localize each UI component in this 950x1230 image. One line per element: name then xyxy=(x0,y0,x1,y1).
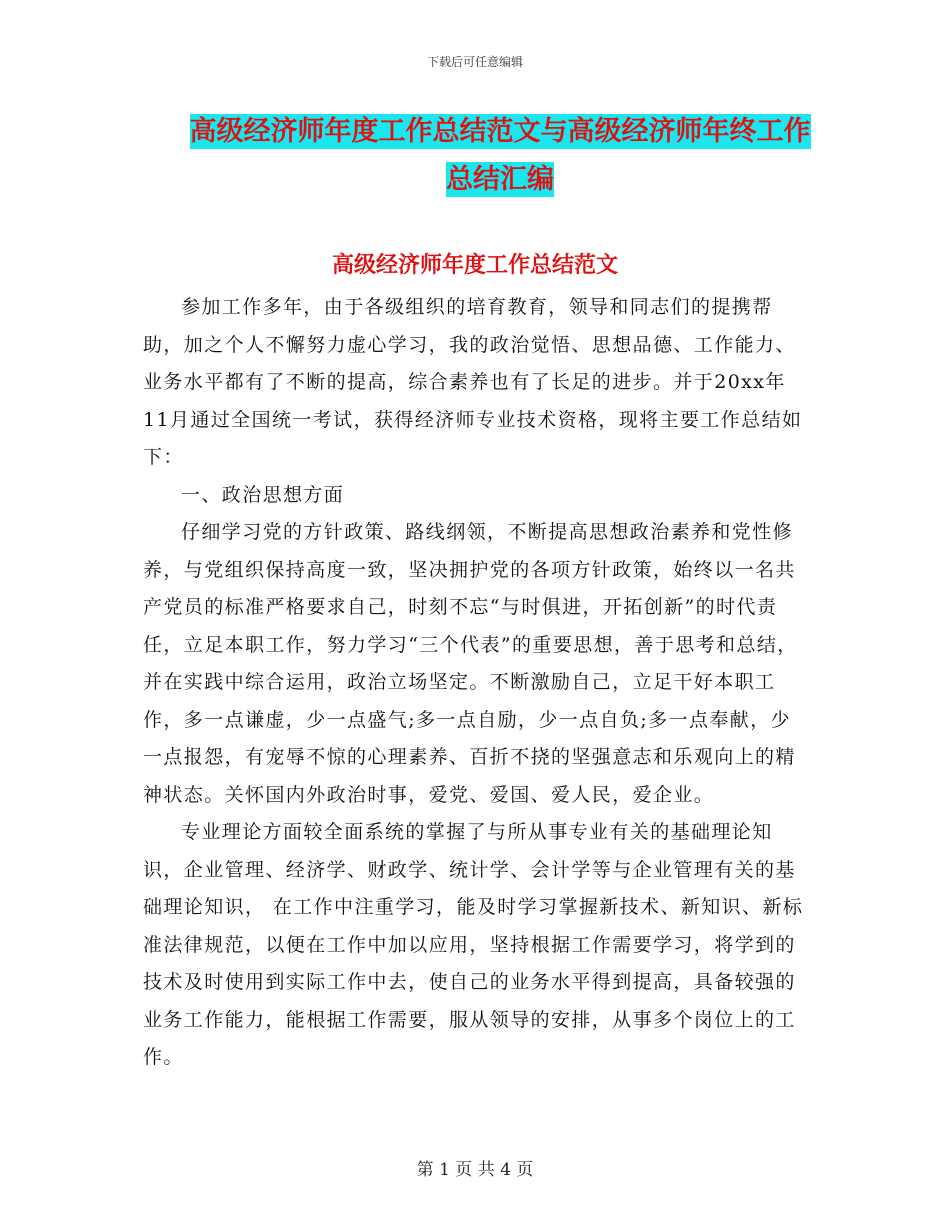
document-title xyxy=(150,108,850,204)
document-title-line1: 高级经济师年度工作总结范文与高级经济师年终工作 xyxy=(189,116,811,147)
document-title-line2: 总结汇编 xyxy=(446,164,554,195)
page-header-note: 下载后可任意编辑 xyxy=(426,55,523,69)
paragraph-intro: 参加工作多年，由于各级组织的培育教育，领导和同志们的提携帮助，加之个人不懈努力虚心学习，我的政治觉悟、思想品德、工作能力、业务水平都有了不断的提高，综合素养也有了长足的进步。并于20xx年11月通过全国统一考试，获得经济师专业技术资格，现将主要工作总结如下： xyxy=(143,296,803,468)
page-number-footer: 第 1 页 共 4 页 xyxy=(416,1160,534,1180)
section-title: 高级经济师年度工作总结范文 xyxy=(331,252,618,278)
subheading-political-thought: 一、政治思想方面 xyxy=(181,483,345,506)
paragraph-political-thought: 仔细学习党的方针政策、路线纲领，不断提高思想政治素养和党性修养，与党组织保持高度一致，坚决拥护党的各项方针政策，始终以一名共产党员的标准严格要求自己，时刻不忘“与时俱进，开拓创新”的时代责任，立足本职工作，努力学习“三个代表”的重要思想，善于思考和总结，并在实践中综合运用，政治立场坚定。不断激励自己，立足干好本职工作，多一点谦虚，少一点盛气;多一点自励，少一点自负;多一点奉献，少一点报怨，有宠辱不惊的心理素养、百折不挠的坚强意志和乐观向上的精神状态。关怀国内外政治时事，爱党、爱国、爱人民，爱企业。 xyxy=(143,521,798,806)
paragraph-professional-theory: 专业理论方面较全面系统的掌握了与所从事专业有关的基础理论知识，企业管理、经济学、财政学、统计学、会计学等与企业管理有关的基础理论知识， 在工作中注重学习，能及时学习掌握新技术、新知识、新标准法律规范，以便在工作中加以应用，坚持根据工作需要学习，将学到的技术及时使用到实际工作中去，使自己的业务水平得到提高，具备较强的业务工作能力，能根据工作需要，服从领导的安排，从事多个岗位上的工作。 xyxy=(143,821,804,1068)
document-body xyxy=(143,289,810,1077)
